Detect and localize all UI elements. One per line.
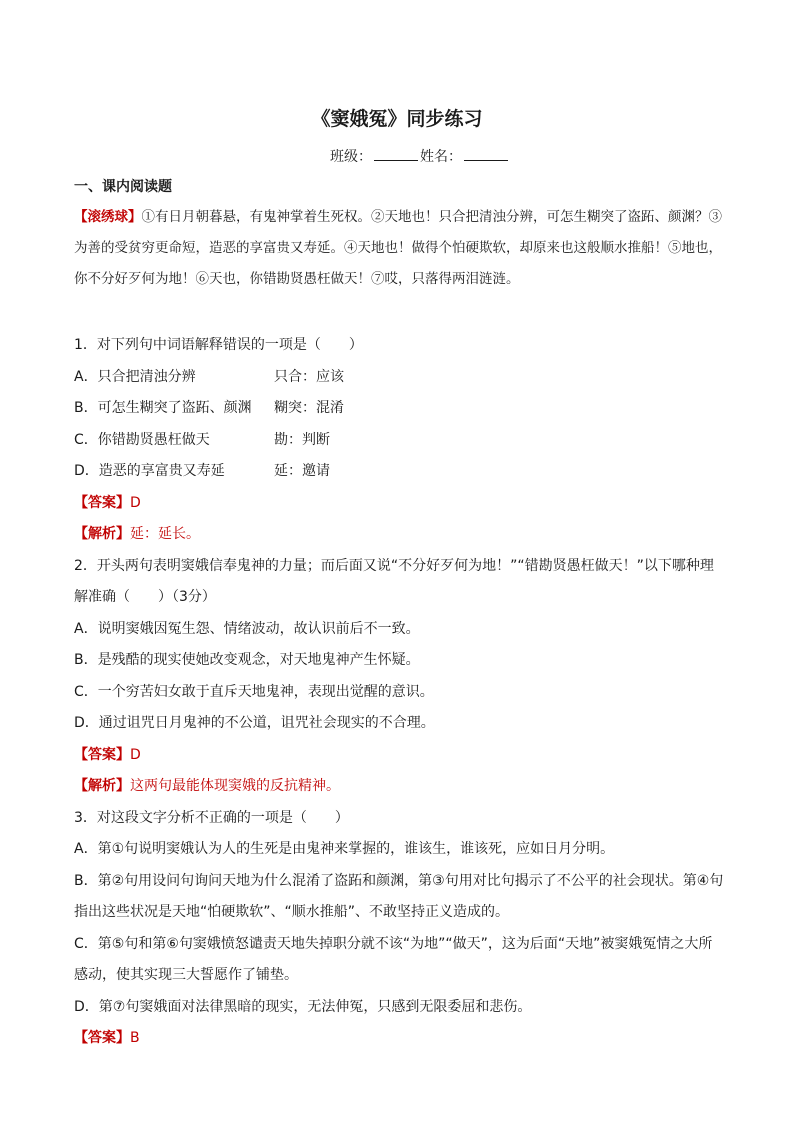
question-2-option-d: D．通过诅咒日月鬼神的不公道，诅咒社会现实的不合理。 <box>74 715 435 731</box>
question-3-option-b: B．第②句用设问句询问天地为什么混淆了盗跖和颜渊，第③句用对比句揭示了不公平的社会现状。第④句指出这些状况是天地“怕硬欺软”、“顺水推船”、不敢坚持正义造成的。 <box>74 872 724 920</box>
question-2-option-a: A．说明窦娥因冤生怨、情绪波动，故认识前后不一致。 <box>74 620 420 637</box>
answer-value: B <box>130 1030 140 1046</box>
option-text: D．造恶的享富贵又寿延 <box>74 463 225 479</box>
questions <box>74 330 724 1055</box>
question-2-analysis <box>74 771 724 803</box>
section-heading: 一、课内阅读题 <box>74 179 172 195</box>
answer-label: 【答案】 <box>74 746 130 763</box>
question-3-option-c: C．第⑤句和第⑥句窦娥愤怒谴责天地失掉职分就不该“为地”“做天”，这为后面“天地”被窦娥冤情之大所感动，使其实现三大誓愿作了铺垫。 <box>74 935 713 983</box>
class-label: 班级： <box>330 149 372 165</box>
question-2-option-c: C．一个穷苦妇女敢于直斥天地鬼神，表现出觉醒的意识。 <box>74 683 434 700</box>
question-3-answer <box>74 1023 724 1055</box>
answer-value: D <box>130 494 141 511</box>
passage-text: ①有日月朝暮悬，有鬼神掌着生死权。②天地也！只合把清浊分辨，可怎生糊突了盗跖、颜渊？③为善的受贫穷更命短，造恶的享富贵又寿延。④天地也！做得个怕硬欺软，却原来也这般顺水推船！⑤地也，你不分好歹何为地！⑥天也，你错勘贤愚枉做天！⑦哎，只落得两泪涟涟。 <box>74 209 722 287</box>
answer-value: D <box>130 746 141 763</box>
option-gloss: 只合：应该 <box>274 368 344 385</box>
question-1-option-d <box>74 456 724 488</box>
question-3-option-d: D．第⑦句窦娥面对法律黑暗的现实，无法伸冤，只感到无限委屈和悲伤。 <box>74 998 532 1015</box>
class-blank <box>374 148 418 161</box>
passage-tag: 【滚绣球】 <box>74 209 142 225</box>
document-title: 《窦娥冤》同步练习 <box>311 108 483 130</box>
answer-label: 【答案】 <box>74 1030 130 1046</box>
question-1-option-c <box>74 425 724 457</box>
answer-label: 【答案】 <box>74 494 130 511</box>
option-text: A．只合把清浊分辨 <box>74 368 196 385</box>
name-blank <box>464 148 508 161</box>
option-gloss: 糊突：混淆 <box>274 400 344 416</box>
analysis-text: 这两句最能体现窦娥的反抗精神。 <box>130 778 340 794</box>
question-1-option-a <box>74 362 724 394</box>
question-1-answer <box>74 488 724 520</box>
question-1-analysis <box>74 519 724 551</box>
question-3-option-a: A．第①句说明窦娥认为人的生死是由鬼神来掌握的，谁该生，谁该死，应如日月分明。 <box>74 841 615 857</box>
name-label: 姓名： <box>420 149 462 165</box>
analysis-text: 延：延长。 <box>130 526 200 542</box>
analysis-label: 【解析】 <box>74 526 130 542</box>
analysis-label: 【解析】 <box>74 778 130 794</box>
question-2-option-b: B．是残酷的现实使她改变观念，对天地鬼神产生怀疑。 <box>74 652 420 668</box>
question-1-option-b <box>74 393 724 425</box>
question-3-stem: 3．对这段文字分析不正确的一项是（ ） <box>74 809 349 826</box>
option-text: B．可怎生糊突了盗跖、颜渊 <box>74 400 252 416</box>
question-1-stem: 1．对下列句中词语解释错误的一项是（ ） <box>74 337 363 353</box>
question-2-answer <box>74 740 724 772</box>
option-gloss: 延：邀请 <box>274 463 330 479</box>
option-gloss: 勘：判断 <box>274 431 330 448</box>
option-text: C．你错勘贤愚枉做天 <box>74 431 210 448</box>
reading-passage <box>74 202 724 295</box>
class-name-line <box>330 146 510 166</box>
question-2-stem: 2．开头两句表明窦娥信奉鬼神的力量；而后面又说“不分好歹何为地！”“错勘贤愚枉做天！”以下哪种理解准确（ ）（3分） <box>74 557 714 605</box>
